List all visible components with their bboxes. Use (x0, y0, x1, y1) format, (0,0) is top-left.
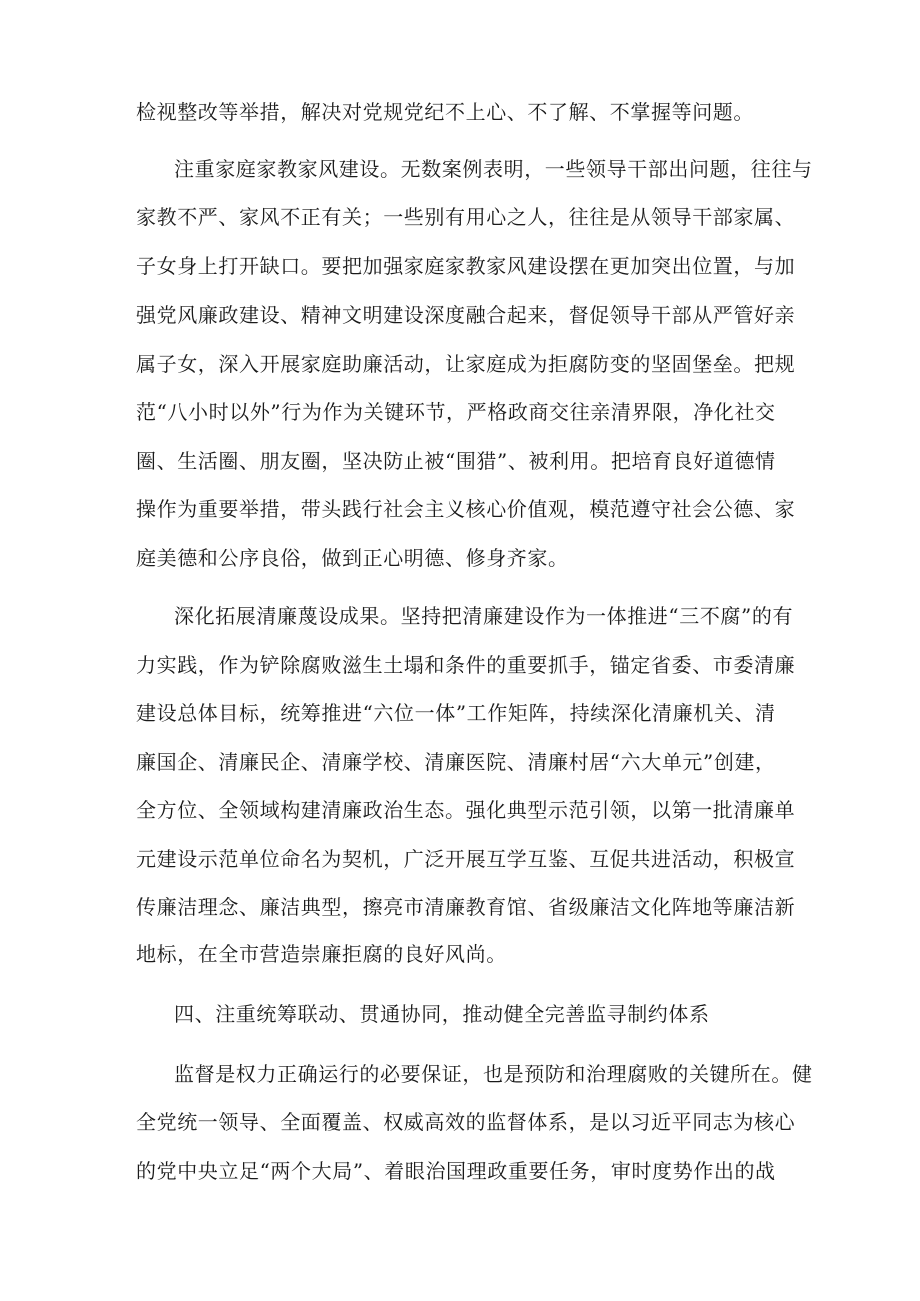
text-line: 检视整改等举措，解决对党规党纪不上心、不了解、不掌握等问题。 (136, 100, 754, 124)
text-line: 的党中央立足“两个大局”、着眼治国理政重要任务，审时度势作出的战 (136, 1159, 776, 1183)
section-heading: 四、注重统筹联动、贯通协同，推动健全完善监寻制约体系 (174, 1002, 710, 1026)
text-line: 范“八小时以外”行为作为关键环节，严格政商交往亲清界限，净化社交 (136, 400, 776, 424)
paragraph-start-line: 深化拓展清廉蔑设成果。坚持把清廉建设作为一体推进“三不腐”的有 (174, 604, 794, 628)
text-line: 建设总体目标，统筹推进“六位一体”工作矩阵，持续深化清廉机关、清 (136, 701, 776, 725)
text-line: 圈、生活圈、朋友圈，坚决防止被“围猎”、被利用。把培育良好道德情 (136, 449, 776, 473)
paragraph-start-line: 监督是权力正确运行的必要保证，也是预防和治理腐败的关键所在。健 (174, 1062, 813, 1086)
text-line: 力实践，作为铲除腐败滋生土塌和条件的重要抓手，锚定省委、市委清廉 (136, 653, 796, 677)
text-line: 强党风廉政建设、精神文明建设深度融合起来，督促领导干部从严管好亲 (136, 303, 796, 327)
text-line: 地标，在全市营造崇廉拒腐的良好风尚。 (136, 942, 507, 966)
text-line: 属子女，深入开展家庭助廉活动，让家庭成为拒腐防变的坚固堡垒。把规 (136, 352, 796, 376)
text-line: 家教不严、家风不正有关；一些别有用心之人，往往是从领导干部家属、 (136, 205, 796, 229)
text-line: 元建设示范单位命名为契机，广泛开展互学互鉴、互促共进活动，积极宣 (136, 847, 796, 871)
text-line: 全方位、全领域构建清廉政治生态。强化典型示范引领，以第一批清廉单 (136, 798, 796, 822)
paragraph-start-line: 注重家庭家教家风建设。无数案例表明，一些领导干部出问题，往往与 (174, 157, 813, 181)
text-line: 操作为重要举措，带头践行社会主义核心价值观，模范遵守社会公德、家 (136, 497, 796, 521)
text-line: 庭美德和公序良俗，做到正心明德、修身齐家。 (136, 546, 569, 570)
text-line: 全党统一领导、全面覆盖、权威高效的监督体系，是以习近平同志为核心 (136, 1110, 796, 1134)
text-line: 廉国企、清廉民企、清廉学校、清廉医院、清廉村居“六大单元”创建， (136, 750, 776, 774)
text-line: 子女身上打开缺口。要把加强家庭家教家风建设摆在更加突出位置，与加 (136, 254, 796, 278)
text-line: 传廉洁理念、廉洁典型，擦亮市清廉教育馆、省级廉洁文化阵地等廉洁新 (136, 895, 796, 919)
